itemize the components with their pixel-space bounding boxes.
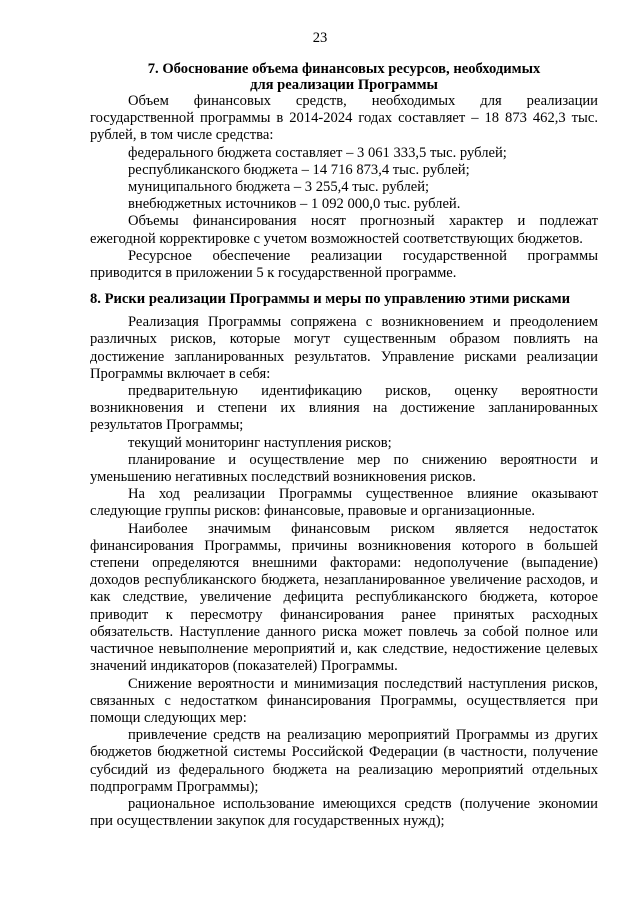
paragraph: Наиболее значимым финансовым риском является недостаток финансирования Программы, причины возникновения которого в большей степени определяются внешними факторами: недополучение (выпадение) доходов республиканского бюджета, незапланированное увеличение расходов, и как следствие, увеличение дефицита республиканского бюджета, которое приводит к пересмотру финансирования ранее принятых расходных обязательств. Наступление данного риска может повлечь за собой полное или частичное невыполнение мероприятий и, как следствие, недостижение целевых значений индикаторов (показателей) Программы. xyxy=(90,520,598,675)
paragraph: Объем финансовых средств, необходимых для реализации государственной программы в 2014-2024 годах составляет – 18 873 462,3 тыс. рублей, в том числе средства: xyxy=(90,93,598,144)
paragraph: На ход реализации Программы существенное влияние оказывают следующие группы рисков: финансовые, правовые и организационные. xyxy=(90,486,598,520)
page-number: 23 xyxy=(312,30,328,46)
section-7-title-line2: для реализации Программы xyxy=(250,76,438,93)
paragraph: рациональное использование имеющихся средств (получение экономии при осуществлении закупок для государственных нужд); xyxy=(90,795,598,830)
paragraph: привлечение средств на реализацию мероприятий Программы из других бюджетов бюджетной системы Российской Федерации (в частности, получение субсидий из федерального бюджета на реализацию мероприятий отдельных подпрограмм Программы); xyxy=(90,727,598,795)
paragraph: Объемы финансирования носят прогнозный характер и подлежат ежегодной корректировке с учетом возможностей соответствующих бюджетов. xyxy=(90,213,598,247)
paragraph: Реализация Программы сопряжена с возникновением и преодолением различных рисков, которые могут существенным образом повлиять на достижение запланированных результатов. Управление рисками реализации Программы включает в себя: xyxy=(90,314,598,382)
section-7-title xyxy=(90,62,598,93)
list-item: федерального бюджета составляет – 3 061 333,5 тыс. рублей; xyxy=(128,144,507,161)
section-7-title-line1: 7. Обоснование объема финансовых ресурсов, необходимых xyxy=(147,61,541,77)
section-8-title: 8. Риски реализации Программы и меры по управлению этими рисками xyxy=(90,291,571,308)
paragraph: Ресурсное обеспечение реализации государственной программы приводится в приложении 5 к государственной программе. xyxy=(90,247,598,282)
list-item: внебюджетных источников – 1 092 000,0 тыс. рублей. xyxy=(128,196,461,213)
paragraph: планирование и осуществление мер по снижению вероятности и уменьшению негативных последствий возникновения рисков. xyxy=(90,451,598,486)
paragraph: Снижение вероятности и минимизация последствий наступления рисков, связанных с недостатком финансирования Программы, осуществляется при помощи следующих мер: xyxy=(90,675,598,726)
list-item: республиканского бюджета – 14 716 873,4 тыс. рублей; xyxy=(128,161,470,178)
paragraph: текущий мониторинг наступления рисков; xyxy=(128,434,392,451)
paragraph: предварительную идентификацию рисков, оценку вероятности возникновения и степени их влияния на достижение запланированных результатов Программы; xyxy=(90,383,598,434)
list-item: муниципального бюджета – 3 255,4 тыс. рублей; xyxy=(128,179,430,196)
page-content xyxy=(90,62,598,830)
